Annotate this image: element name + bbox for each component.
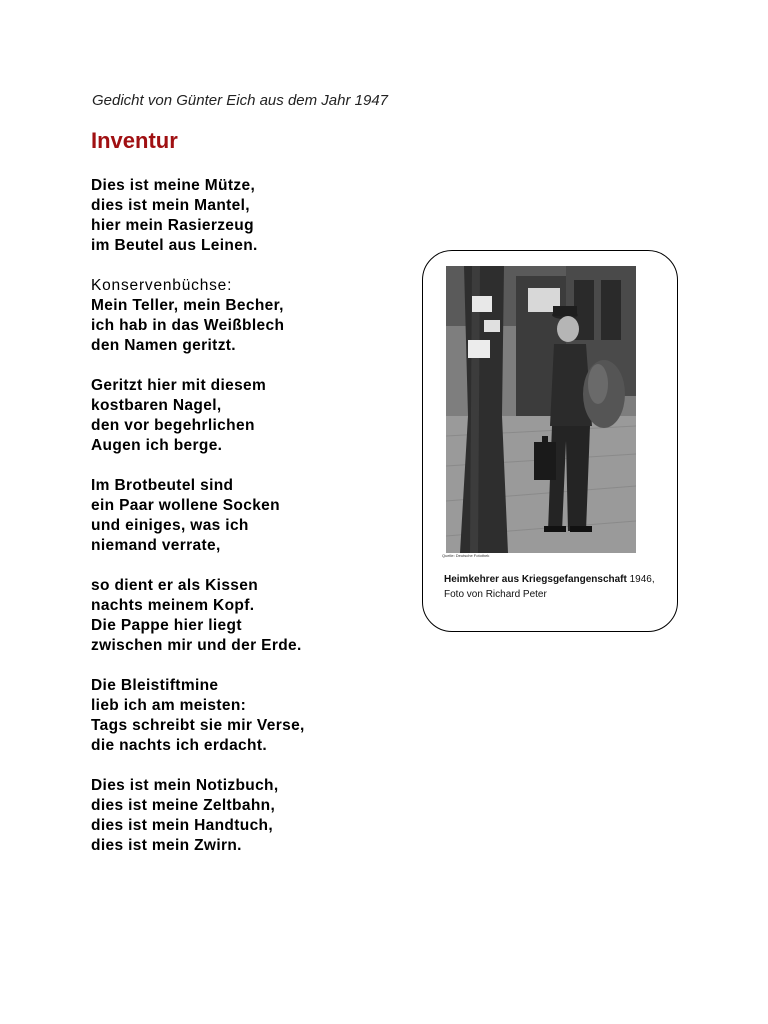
photo-card bbox=[422, 250, 678, 632]
poem-line: zwischen mir und der Erde. bbox=[91, 637, 302, 654]
photo-caption bbox=[444, 572, 655, 602]
stanza-3 bbox=[91, 376, 411, 456]
poem-line: so dient er als Kissen bbox=[91, 577, 259, 594]
poem-line: Tags schreibt sie mir Verse, bbox=[91, 717, 305, 734]
poem-line: den Namen geritzt. bbox=[91, 337, 236, 354]
caption-year: 1946, bbox=[626, 574, 655, 585]
poem-line: dies ist mein Zwirn. bbox=[91, 837, 242, 854]
poem-line: ich hab in das Weißblech bbox=[91, 317, 285, 334]
poem-line: ein Paar wollene Socken bbox=[91, 497, 280, 514]
poem-line: nachts meinem Kopf. bbox=[91, 597, 255, 614]
poem-body bbox=[91, 176, 411, 876]
stanza-2 bbox=[91, 276, 411, 356]
poem-line: Dies ist meine Mütze, bbox=[91, 177, 256, 194]
caption-line-1 bbox=[444, 572, 655, 587]
poem-line: die nachts ich erdacht. bbox=[91, 737, 268, 754]
stanza-6 bbox=[91, 676, 411, 756]
poem-line: Mein Teller, mein Becher, bbox=[91, 297, 284, 314]
poem-line: im Beutel aus Leinen. bbox=[91, 237, 258, 254]
caption-line-2: Foto von Richard Peter bbox=[444, 589, 547, 600]
poem-line: Konservenbüchse: bbox=[91, 277, 233, 294]
poem-line: den vor begehrlichen bbox=[91, 417, 255, 434]
poem-title: Inventur bbox=[91, 128, 178, 153]
stanza-4 bbox=[91, 476, 411, 556]
poem-line: Geritzt hier mit diesem bbox=[91, 377, 267, 394]
poem-line: kostbaren Nagel, bbox=[91, 397, 222, 414]
poem-line: Die Pappe hier liegt bbox=[91, 617, 242, 634]
poem-line: dies ist mein Mantel, bbox=[91, 197, 250, 214]
stanza-7 bbox=[91, 776, 411, 856]
poem-line: Augen ich berge. bbox=[91, 437, 223, 454]
caption-title: Heimkehrer aus Kriegsgefangenschaft bbox=[444, 574, 627, 585]
poem-subtitle: Gedicht von Günter Eich aus dem Jahr 1947 bbox=[92, 92, 389, 109]
poem-line: Die Bleistiftmine bbox=[91, 677, 219, 694]
poem-line: Dies ist mein Notizbuch, bbox=[91, 777, 279, 794]
poem-line: niemand verrate, bbox=[91, 537, 221, 554]
photo-credit: Quelle: Deutsche Fotothek bbox=[442, 553, 490, 558]
poem-line: Im Brotbeutel sind bbox=[91, 477, 234, 494]
historical-photo bbox=[446, 266, 636, 553]
stanza-1 bbox=[91, 176, 411, 256]
poem-line: lieb ich am meisten: bbox=[91, 697, 247, 714]
poem-line: dies ist mein Handtuch, bbox=[91, 817, 274, 834]
poem-line: dies ist meine Zeltbahn, bbox=[91, 797, 276, 814]
poem-line: hier mein Rasierzeug bbox=[91, 217, 254, 234]
poem-line: und einiges, was ich bbox=[91, 517, 249, 534]
stanza-5 bbox=[91, 576, 411, 656]
photo-illustration bbox=[446, 266, 636, 553]
